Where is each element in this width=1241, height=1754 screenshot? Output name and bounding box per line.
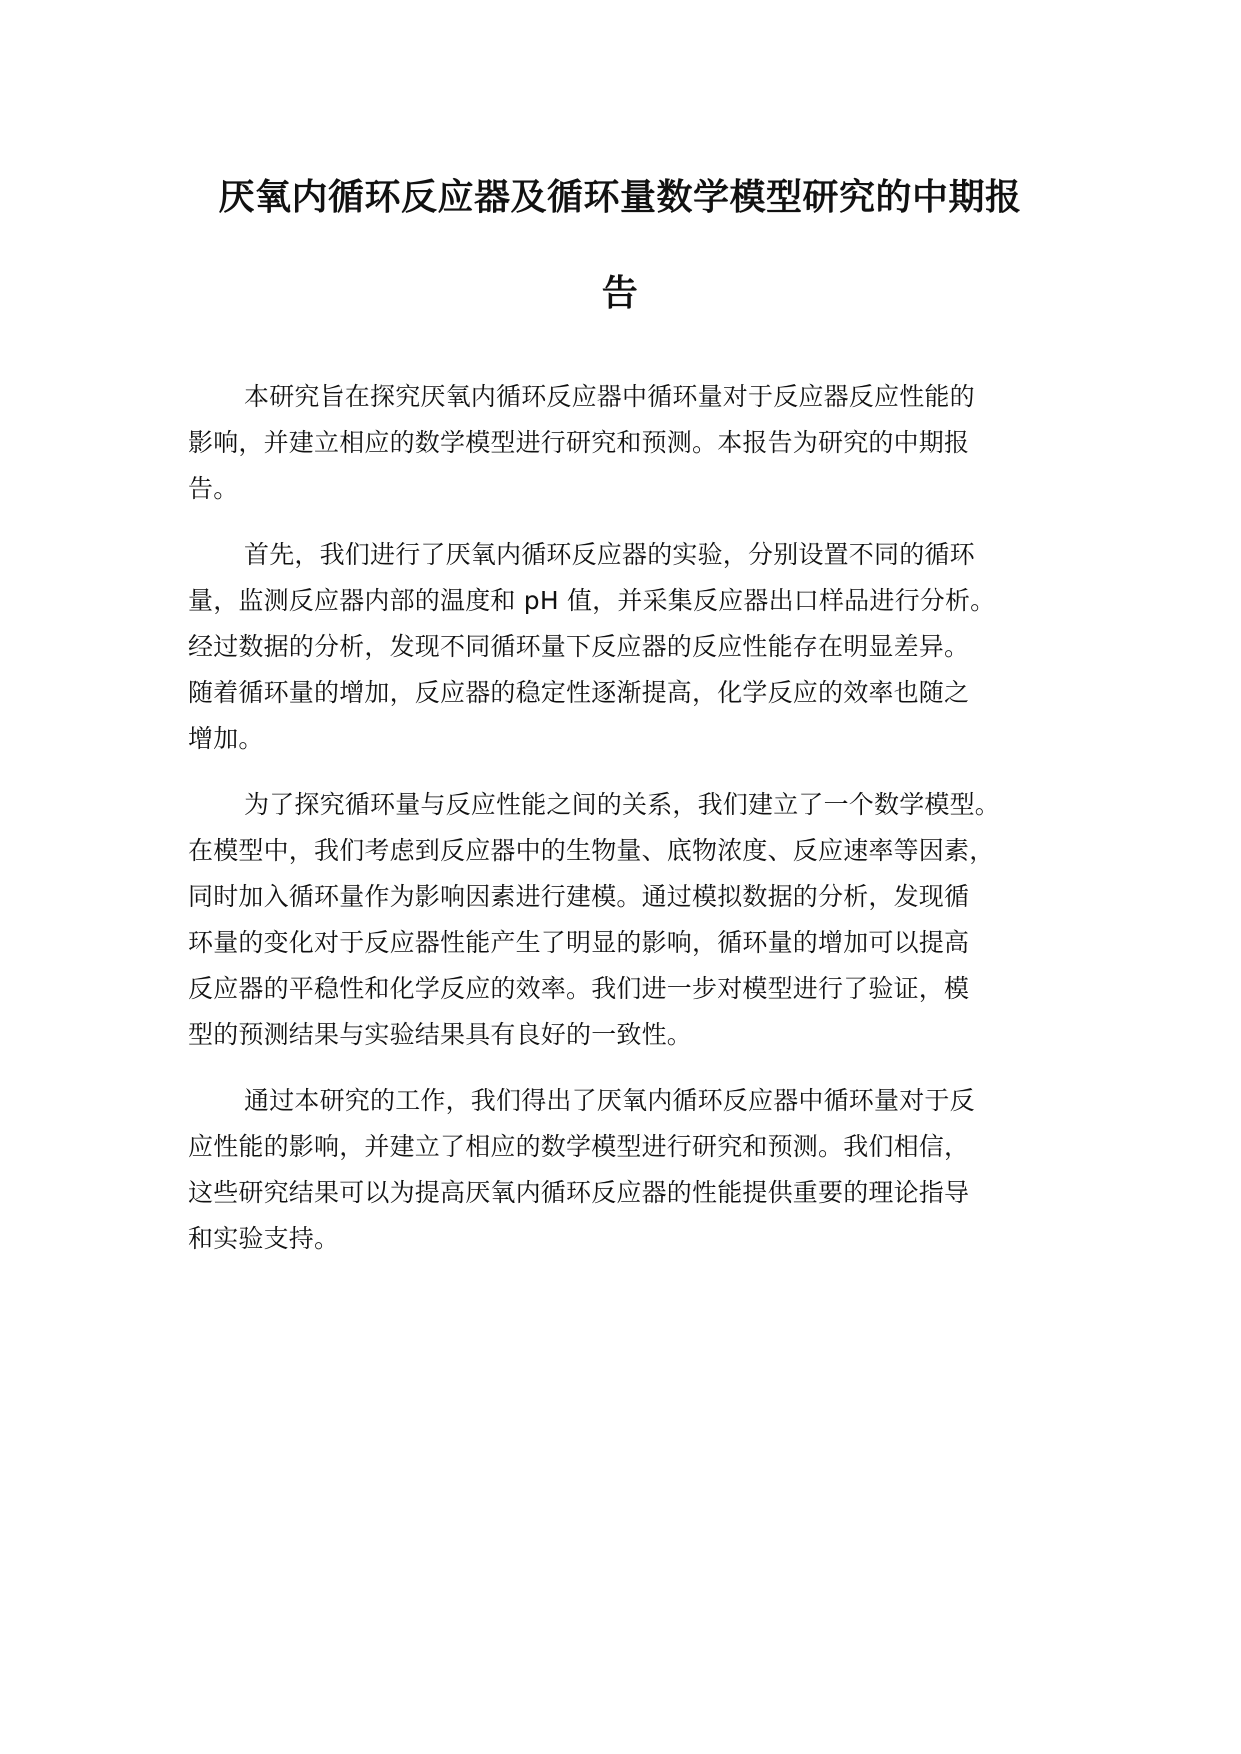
- document-title: [200, 176, 1040, 316]
- paragraph-line: 这些研究结果可以为提高厌氧内循环反应器的性能提供重要的理论指导: [188, 1178, 970, 1207]
- paragraph-line: 影响，并建立相应的数学模型进行研究和预测。本报告为研究的中期报: [188, 428, 970, 457]
- paragraph-line: 型的预测结果与实验结果具有良好的一致性。: [188, 1020, 693, 1049]
- paragraph-experiment: [188, 532, 1088, 762]
- paragraph-line: 经过数据的分析，发现不同循环量下反应器的反应性能存在明显差异。: [188, 632, 970, 661]
- paragraph-line: 首先，我们进行了厌氧内循环反应器的实验，分别设置不同的循环: [244, 540, 975, 569]
- paragraph-line: 为了探究循环量与反应性能之间的关系，我们建立了一个数学模型。: [244, 790, 1001, 819]
- paragraph-line: 本研究旨在探究厌氧内循环反应器中循环量对于反应器反应性能的: [244, 382, 975, 411]
- paragraph-line: 在模型中，我们考虑到反应器中的生物量、底物浓度、反应速率等因素，: [188, 836, 995, 865]
- paragraph-line: 通过本研究的工作，我们得出了厌氧内循环反应器中循环量对于反: [244, 1086, 975, 1115]
- paragraph-line: 增加。: [188, 724, 264, 753]
- paragraph-conclusion: [188, 1078, 1088, 1262]
- paragraph-line: 环量的变化对于反应器性能产生了明显的影响，循环量的增加可以提高: [188, 928, 970, 957]
- paragraph-line: 量，监测反应器内部的温度和 pH 值，并采集反应器出口样品进行分析。: [188, 586, 996, 615]
- paragraph-line: 应性能的影响，并建立了相应的数学模型进行研究和预测。我们相信，: [188, 1132, 970, 1161]
- document-body: [188, 374, 1088, 1282]
- paragraph-line: 同时加入循环量作为影响因素进行建模。通过模拟数据的分析，发现循: [188, 882, 970, 911]
- paragraph-line: 随着循环量的增加，反应器的稳定性逐渐提高，化学反应的效率也随之: [188, 678, 970, 707]
- paragraph-model: [188, 782, 1088, 1058]
- paragraph-line: 告。: [188, 474, 239, 503]
- paragraph-intro: [188, 374, 1088, 512]
- paragraph-line: 和实验支持。: [188, 1224, 340, 1253]
- title-line-1: 厌氧内循环反应器及循环量数学模型研究的中期报: [218, 177, 1022, 218]
- title-line-2: 告: [601, 273, 639, 314]
- paragraph-line: 反应器的平稳性和化学反应的效率。我们进一步对模型进行了验证，模: [188, 974, 970, 1003]
